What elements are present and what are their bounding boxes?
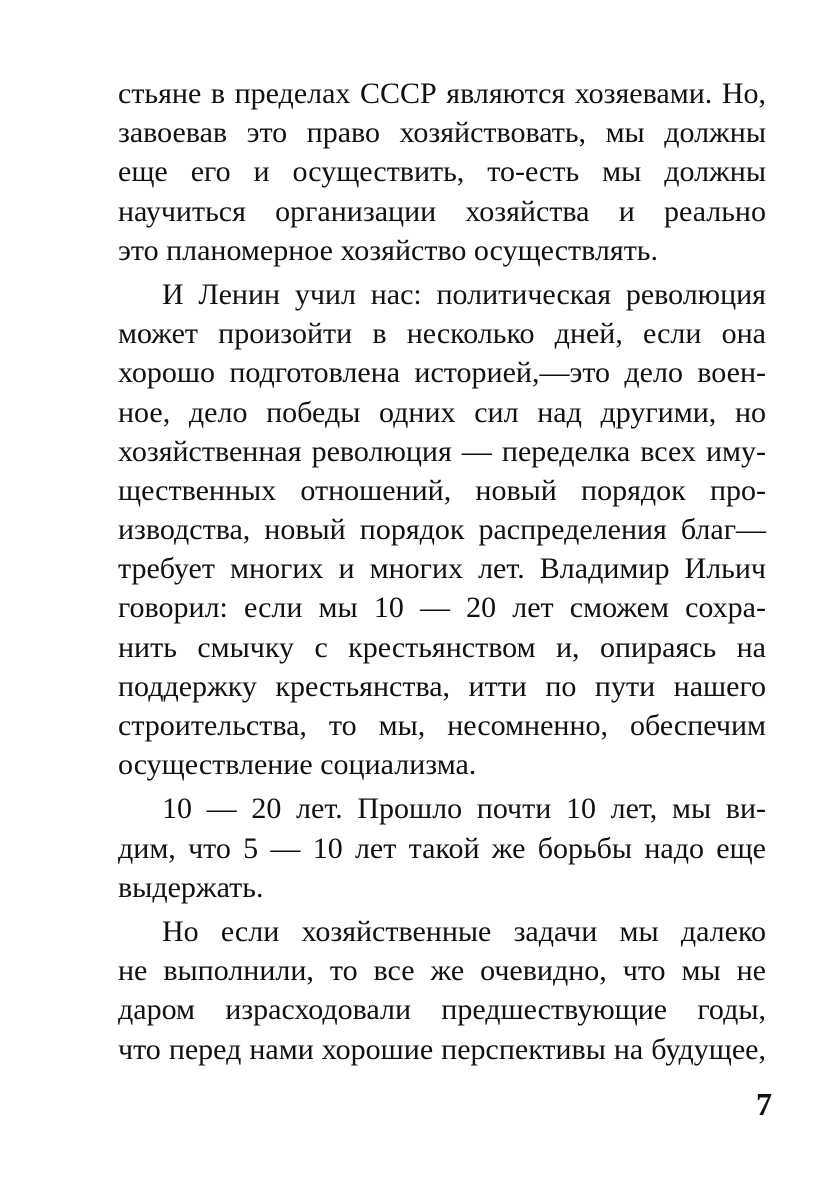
text-line: осуществление социализма.	[118, 748, 477, 782]
text-line: даром израсходовали предшествующие годы,	[118, 993, 766, 1027]
page-number: 7	[756, 1086, 772, 1122]
paragraph-3	[118, 789, 766, 907]
text-line: может произойти в несколько дней, если она	[118, 317, 766, 351]
text-line: хорошо подготовлена историей,—это дело воен-	[118, 356, 766, 390]
text-line: стьяне в пределах СССР являются хозяевами. Но,	[118, 77, 766, 110]
text-line: хозяйственная революция — переделка всех иму-	[118, 434, 766, 468]
text-line: требует многих и многих лет. Владимир Ильич	[118, 552, 766, 586]
text-line: научиться организации хозяйства и реально	[118, 194, 766, 228]
text-line: дим, что 5 — 10 лет такой же борьбы надо еще	[118, 831, 766, 865]
text-line: нить смычку с крестьянством и, опираясь на	[118, 630, 766, 664]
paragraph-1	[118, 74, 766, 270]
text-line: это планомерное хозяйство осуществлять.	[118, 233, 658, 267]
text-line: изводства, новый порядок распределения благ—	[118, 513, 766, 547]
body-text	[118, 74, 766, 1069]
text-line: что перед нами хорошие перспективы на будущее,	[118, 1032, 766, 1066]
text-line: ное, дело победы одних сил над другими, но	[118, 395, 766, 429]
text-line: строительства, то мы, несомненно, обеспечим	[118, 709, 766, 742]
text-line: Но если хозяйственные задачи мы далеко	[162, 914, 766, 948]
text-line: щественных отношений, новый порядок про-	[118, 473, 766, 507]
text-line: завоевав это право хозяйствовать, мы должны	[118, 116, 766, 150]
text-line: И Ленин учил нас: политическая революция	[162, 277, 766, 311]
text-line: еще его и осуществить, то-есть мы должны	[118, 155, 766, 189]
text-line: 10 — 20 лет. Прошло почти 10 лет, мы ви-	[162, 792, 766, 826]
text-line: выдержать.	[118, 870, 264, 904]
text-line: поддержку крестьянства, итти по пути нашего	[118, 669, 766, 703]
text-line: говорил: если мы 10 — 20 лет сможем сохра-	[118, 591, 766, 625]
paragraph-2	[118, 275, 766, 784]
text-line: не выполнили, то все же очевидно, что мы не	[118, 954, 766, 988]
paragraph-4	[118, 912, 766, 1069]
